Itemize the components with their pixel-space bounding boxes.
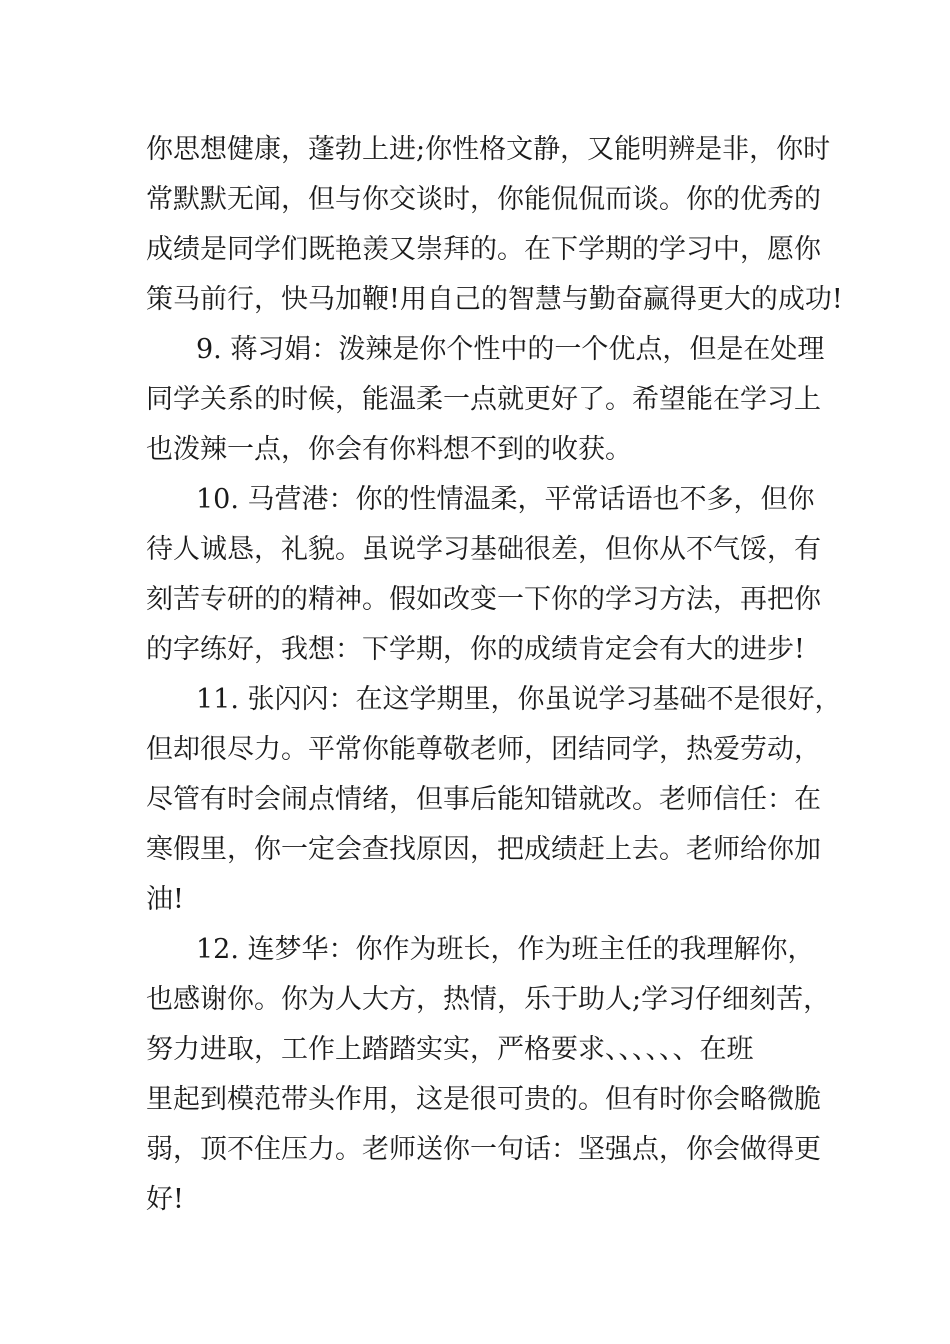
text-line: 好! xyxy=(146,1184,184,1215)
text-line: 也感谢你。你为人大方，热情，乐于助人;学习仔细刻苦， xyxy=(146,984,831,1015)
text-line: 弱，顶不住压力。老师送你一句话：坚强点，你会做得更 xyxy=(146,1134,821,1165)
text-line: 也泼辣一点，你会有你料想不到的收获。 xyxy=(146,434,632,465)
text-line: 尽管有时会闹点情绪，但事后能知错就改。老师信任：在 xyxy=(146,784,821,815)
text-line: 9. 蒋习娟：泼辣是你个性中的一个优点，但是在处理 xyxy=(196,334,825,365)
text-line: 策马前行，快马加鞭!用自己的智慧与勤奋赢得更大的成功! xyxy=(146,284,843,315)
text-line: 10. 马营港：你的性情温柔，平常话语也不多，但你 xyxy=(196,484,815,515)
text-line: 11. 张闪闪：在这学期里，你虽说学习基础不是很好， xyxy=(196,684,842,715)
text-line: 成绩是同学们既艳羡又崇拜的。在下学期的学习中，愿你 xyxy=(146,234,821,265)
text-line: 常默默无闻，但与你交谈时，你能侃侃而谈。你的优秀的 xyxy=(146,184,821,215)
text-line: 刻苦专研的的精神。假如改变一下你的学习方法，再把你 xyxy=(146,584,821,615)
text-line: 里起到模范带头作用，这是很可贵的。但有时你会略微脆 xyxy=(146,1084,821,1115)
text-line: 寒假里，你一定会查找原因，把成绩赶上去。老师给你加 xyxy=(146,834,821,865)
text-line: 努力进取，工作上踏踏实实，严格要求、、、、、、在班 xyxy=(146,1034,754,1065)
text-line: 油! xyxy=(146,884,184,915)
text-line: 12. 连梦华：你作为班长，作为班主任的我理解你， xyxy=(196,934,815,965)
text-line: 但却很尽力。平常你能尊敬老师，团结同学，热爱劳动， xyxy=(146,734,821,765)
text-line: 待人诚恳，礼貌。虽说学习基础很差，但你从不气馁，有 xyxy=(146,534,821,565)
text-line: 的字练好，我想：下学期，你的成绩肯定会有大的进步! xyxy=(146,634,805,665)
text-line: 同学关系的时候，能温柔一点就更好了。希望能在学习上 xyxy=(146,384,821,415)
text-line: 你思想健康，蓬勃上进;你性格文静，又能明辨是非，你时 xyxy=(146,134,831,165)
